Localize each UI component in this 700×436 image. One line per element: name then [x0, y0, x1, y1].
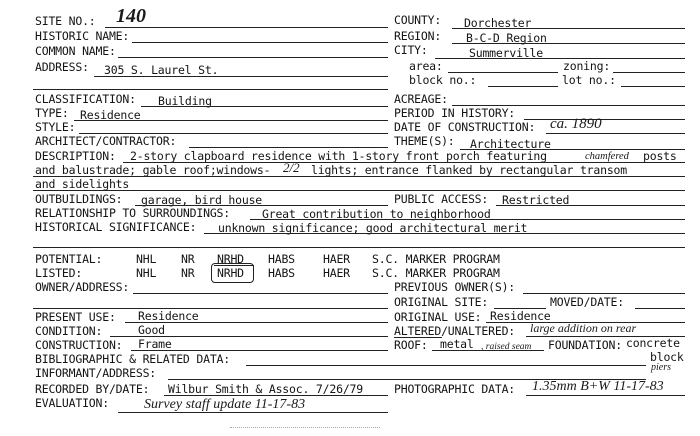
roof-hand: , raised seam: [481, 342, 532, 352]
roof-label: ROOF:: [394, 338, 428, 352]
potential-nrhd: NRHD: [217, 252, 244, 266]
recorded-line: [164, 395, 388, 396]
address-line: [94, 76, 388, 77]
previous-owner-label: PREVIOUS OWNER(S):: [394, 280, 516, 294]
relationship-value: Great contribution to neighborhood: [262, 207, 491, 221]
public-access-line: [496, 205, 685, 206]
lot-label: lot no.:: [562, 73, 616, 87]
region-line: [452, 43, 685, 44]
roof-line: [432, 350, 544, 351]
foundation-value-2: block: [650, 350, 684, 364]
lot-line: [621, 86, 685, 87]
description-label: DESCRIPTION:: [35, 149, 116, 163]
listed-habs: HABS: [268, 266, 295, 280]
address-value: 305 S. Laurel St.: [104, 63, 219, 77]
region-value: B-C-D Region: [466, 31, 547, 45]
foundation-label: FOUNDATION:: [548, 338, 622, 352]
county-label: COUNTY:: [394, 13, 442, 27]
potential-nr: NR: [181, 252, 195, 266]
date-label: DATE OF CONSTRUCTION:: [394, 120, 536, 134]
classification-line: [141, 106, 388, 107]
potential-label: POTENTIAL:: [35, 252, 103, 266]
outbuildings-label: OUTBUILDINGS:: [35, 192, 123, 206]
original-use-value: Residence: [490, 309, 551, 323]
section-divider-2: [33, 247, 685, 248]
block-line: [488, 86, 558, 87]
address-label: ADDRESS:: [35, 60, 89, 74]
architect-line: [189, 147, 388, 148]
description-hand-2: 2/2: [283, 160, 300, 175]
listed-nrhd: NRHD: [217, 266, 244, 280]
evaluation-hand: Survey staff update 11-17-83: [144, 397, 306, 412]
biblio-line: [246, 365, 646, 366]
architect-label: ARCHITECT/CONTRACTOR:: [35, 134, 177, 148]
period-line: [524, 119, 685, 120]
style-label: STYLE:: [35, 120, 76, 134]
block-label: block no.:: [409, 73, 477, 87]
historic-name-line: [132, 42, 388, 43]
construction-line: [131, 350, 388, 351]
section-divider-3: [33, 308, 388, 309]
listed-label: LISTED:: [35, 266, 83, 280]
county-line: [452, 28, 685, 29]
public-access-label: PUBLIC ACCESS:: [394, 192, 489, 206]
moved-line: [635, 308, 685, 309]
recorded-value: Wilbur Smith & Assoc. 7/26/79: [168, 382, 363, 396]
description-line-1-end: posts: [643, 149, 677, 163]
scan-artifact-dots: [230, 427, 380, 428]
previous-owner-line: [523, 293, 685, 294]
listed-nrhd-circle: [211, 263, 254, 283]
county-value: Dorchester: [464, 16, 532, 30]
common-name-line: [118, 57, 388, 58]
description-hand-1: chamfered: [585, 151, 629, 162]
listed-sc-marker: S.C. MARKER PROGRAM: [372, 266, 500, 280]
listed-nhl: NHL: [136, 266, 157, 280]
description-line-1: 2-story clapboard residence with 1-story front porch featuring: [130, 149, 547, 163]
historical-label: HISTORICAL SIGNIFICANCE:: [35, 220, 197, 234]
condition-label: CONDITION:: [35, 324, 103, 338]
informant-label: INFORMANT/ADDRESS:: [35, 366, 157, 380]
section-divider-1: [33, 89, 388, 90]
historical-line: [204, 233, 685, 234]
site-no-line: [105, 27, 388, 28]
classification-value: Building: [158, 94, 212, 108]
zoning-line: [613, 72, 685, 73]
description-line-2b: lights; entrance flanked by rectangular transom: [311, 163, 628, 177]
recorded-label: RECORDED BY/DATE:: [35, 382, 150, 396]
date-value: ca. 1890: [550, 116, 602, 132]
site-no-value: 140: [116, 5, 146, 27]
moved-label: MOVED/DATE:: [550, 295, 624, 309]
zoning-label: zoning:: [563, 59, 611, 73]
present-use-label: PRESENT USE:: [35, 310, 116, 324]
construction-value: Frame: [138, 337, 172, 351]
biblio-label: BIBLIOGRAPHIC & RELATED DATA:: [35, 352, 230, 366]
evaluation-label: EVALUATION:: [35, 396, 109, 410]
photo-hand: 1.35mm B+W 11-17-83: [532, 379, 664, 394]
potential-nhl: NHL: [136, 252, 157, 266]
relationship-line: [250, 219, 685, 220]
roof-value: metal: [440, 337, 474, 351]
region-label: REGION:: [394, 29, 442, 43]
foundation-hand: piers: [651, 362, 671, 373]
potential-habs: HABS: [268, 252, 295, 266]
public-access-value: Restricted: [502, 193, 570, 207]
period-label: PERIOD IN HISTORY:: [394, 106, 516, 120]
outbuildings-value: garage, bird house: [141, 193, 263, 207]
description-line-2-rule: [33, 176, 685, 177]
present-use-value: Residence: [138, 309, 199, 323]
description-line-2a: and balustrade; gable roof;windows-: [35, 163, 271, 177]
site-no-label: SITE NO.:: [35, 14, 96, 28]
original-use-label: ORIGINAL USE:: [394, 310, 482, 324]
listed-nr: NR: [181, 266, 195, 280]
photo-label: PHOTOGRAPHIC DATA:: [394, 382, 516, 396]
photo-line: [526, 395, 685, 396]
foundation-value: concrete: [626, 336, 680, 350]
description-line-3: and sidelights: [35, 177, 130, 191]
condition-value: Good: [138, 323, 165, 337]
potential-haer: HAER: [323, 252, 350, 266]
historic-name-label: HISTORIC NAME:: [35, 29, 130, 43]
city-line: [435, 58, 685, 59]
themes-value: Architecture: [470, 137, 551, 151]
themes-label: THEME(S):: [394, 134, 455, 148]
type-line: [74, 120, 388, 121]
altered-hand: large addition on rear: [530, 321, 637, 335]
listed-haer: HAER: [323, 266, 350, 280]
owner-line: [133, 293, 388, 294]
evaluation-line: [118, 412, 388, 413]
original-site-label: ORIGINAL SITE:: [394, 295, 489, 309]
type-label: TYPE:: [35, 106, 69, 120]
area-label: area:: [409, 59, 443, 73]
type-value: Residence: [80, 108, 141, 122]
construction-label: CONSTRUCTION:: [35, 338, 123, 352]
altered-label: ALTERED/UNALTERED:: [394, 324, 516, 338]
owner-label: OWNER/ADDRESS:: [35, 280, 130, 294]
common-name-label: COMMON NAME:: [35, 44, 116, 58]
classification-label: CLASSIFICATION:: [35, 92, 136, 106]
city-label: CITY:: [394, 43, 428, 57]
relationship-label: RELATIONSHIP TO SURROUNDINGS:: [35, 206, 230, 220]
historical-value: unknown significance; good architectural merit: [218, 221, 528, 235]
acreage-label: ACREAGE:: [394, 92, 448, 106]
potential-sc-marker: S.C. MARKER PROGRAM: [372, 252, 500, 266]
description-line-3-rule: [33, 190, 685, 191]
city-value: Summerville: [469, 46, 543, 60]
date-line: [546, 133, 685, 134]
